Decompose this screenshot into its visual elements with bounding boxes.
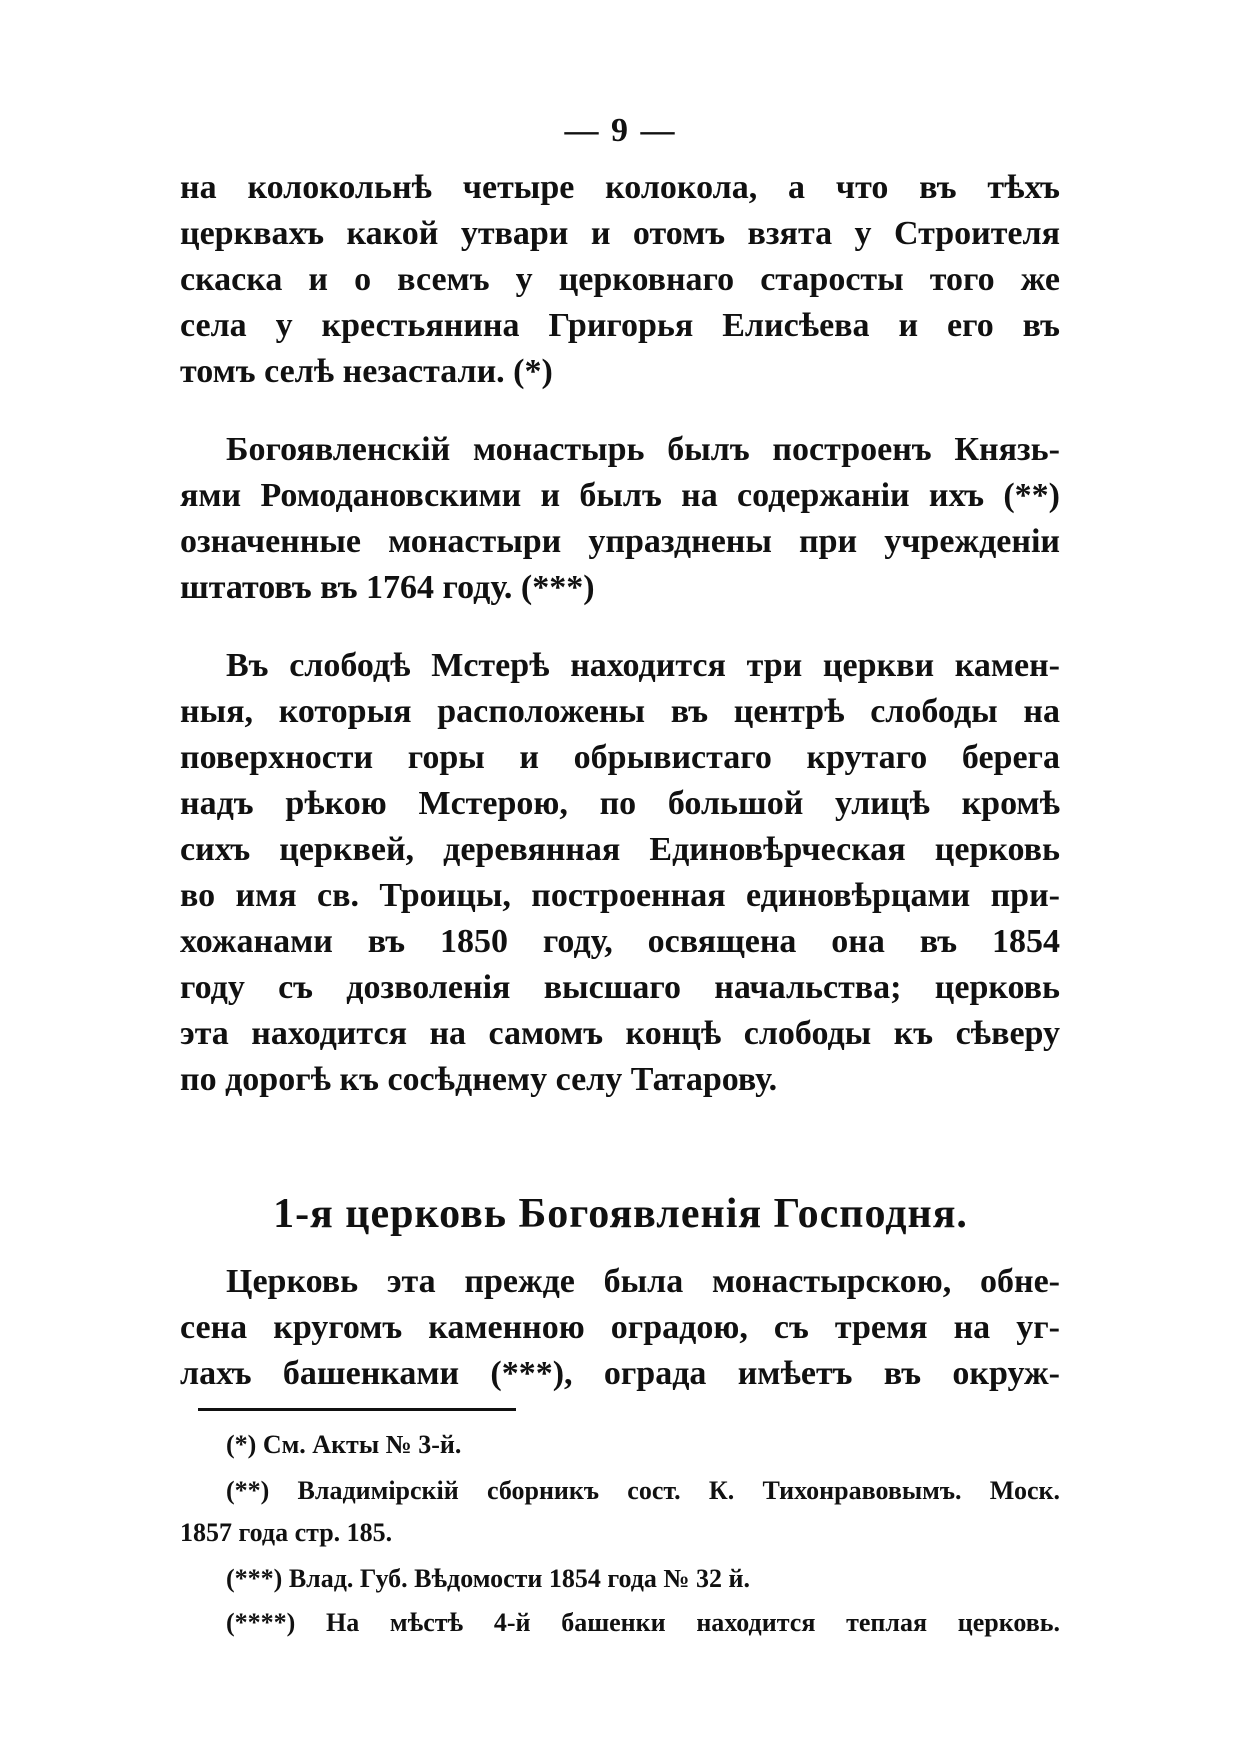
paragraph-1-line-5: томъ селѣ незастали. (*): [180, 353, 553, 390]
paragraph-3-line-2: ныя, которыя расположены въ центрѣ слободы на: [180, 693, 1060, 730]
paragraph-1-line-3: скаска и о всемъ у церковнаго старосты того же: [180, 261, 1060, 298]
paragraph-3-line-9: эта находится на самомъ концѣ слободы къ сѣверу: [180, 1015, 1060, 1052]
paragraph-3-line-4: надъ рѣкою Мстерою, по большой улицѣ кромѣ: [180, 785, 1060, 822]
paragraph-4-line-2: сена кругомъ каменною оградою, съ тремя на уг-: [180, 1309, 1060, 1346]
paragraph-3-line-5: сихъ церквей, деревянная Единовѣрческая церковь: [180, 831, 1060, 868]
paragraph-4-line-1: Церковь эта прежде была монастырскою, обне-: [226, 1263, 1060, 1300]
paragraph-3-line-3: поверхности горы и обрывистаго крутаго берега: [180, 739, 1060, 776]
paragraph-3-line-7: хожанами въ 1850 году, освящена она въ 1854: [180, 923, 1060, 960]
paragraph-1-line-2: церквахъ какой утвари и отомъ взята у Строителя: [180, 215, 1060, 252]
paragraph-3-line-1: Въ слободѣ Мстерѣ находится три церкви камен-: [226, 647, 1060, 684]
paragraph-3-line-6: во имя св. Троицы, построенная единовѣрцами при-: [180, 877, 1060, 914]
paragraph-2-line-1: Богоявленскій монастырь былъ построенъ Князь-: [226, 431, 1060, 468]
footnote-1: (*) См. Акты № 3-й.: [226, 1430, 462, 1459]
footnote-divider: [198, 1408, 516, 1411]
footnote-2-continuation: 1857 года стр. 185.: [180, 1518, 393, 1547]
footnote-2: (**) Владимірскій сборникъ сост. К. Тихонравовымъ. Моск.: [226, 1476, 1060, 1505]
paragraph-3-line-8: году съ дозволенія высшаго начальства; церковь: [180, 969, 1060, 1006]
paragraph-3-line-10: по дорогѣ къ сосѣднему селу Татарову.: [180, 1061, 778, 1098]
page-number: — 9 —: [564, 112, 677, 149]
paragraph-2-line-2: ями Ромодановскими и былъ на содержаніи ихъ (**): [180, 477, 1060, 514]
footnote-3: (***) Влад. Губ. Вѣдомости 1854 года № 32 й.: [226, 1564, 751, 1593]
footnote-4: (****) На мѣстѣ 4-й башенки находится теплая церковь.: [226, 1608, 1060, 1637]
section-heading: 1-я церковь Богоявленія Господня.: [273, 1191, 968, 1237]
paragraph-2-line-3: означенные монастыри упразднены при учрежденіи: [180, 523, 1060, 560]
paragraph-1-line-4: села у крестьянина Григорья Елисѣева и его въ: [180, 307, 1060, 344]
paragraph-2-line-4: штатовъ въ 1764 году. (***): [180, 569, 595, 606]
paragraph-4-line-3: лахъ башенками (***), ограда имѣетъ въ окруж-: [180, 1355, 1060, 1392]
paragraph-1-line-1: на колокольнѣ четыре колокола, а что въ тѣхъ: [180, 169, 1060, 206]
